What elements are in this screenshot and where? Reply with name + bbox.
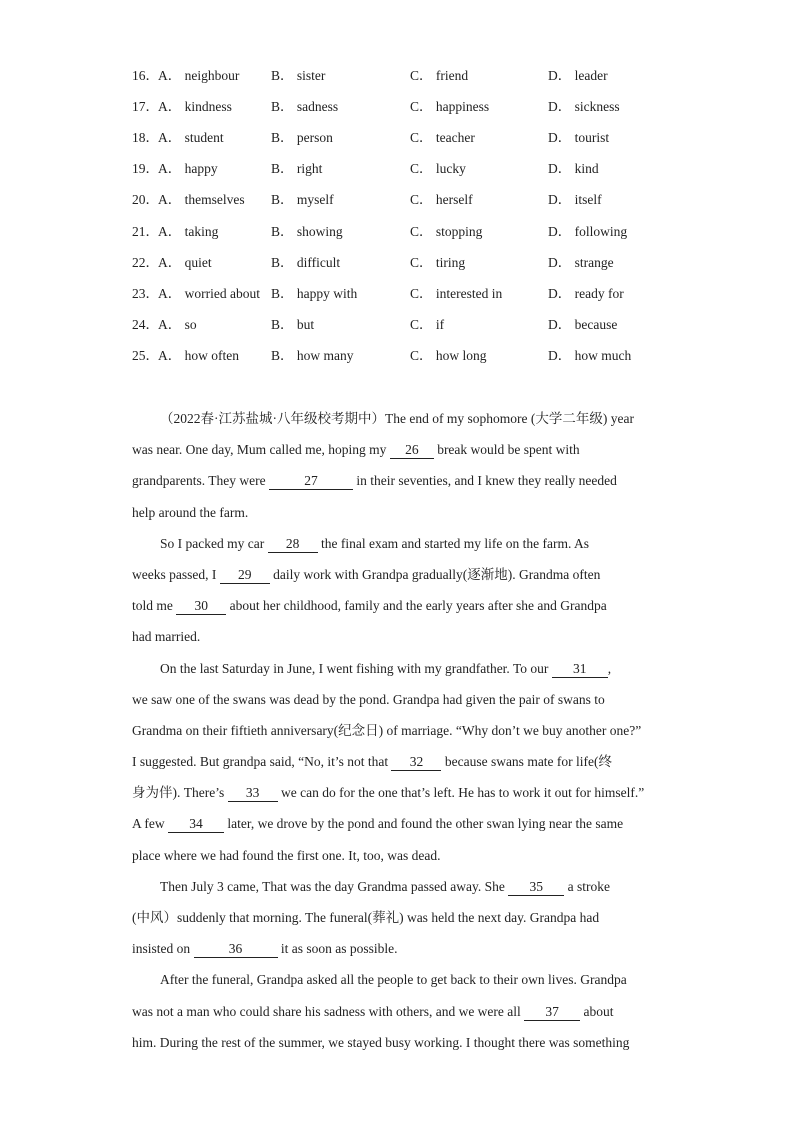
option-d: D． how much <box>548 348 632 363</box>
passage-text: After the funeral, Grandpa asked all the people to get back to their own lives. Grandpa <box>160 972 627 988</box>
passage-line <box>132 720 672 751</box>
question-number: 25． <box>132 348 159 363</box>
passage-line <box>132 564 672 595</box>
blank-37: 37 <box>524 1004 580 1021</box>
passage-text: it as soon as possible. <box>277 941 398 957</box>
option-b: B． difficult <box>271 255 341 270</box>
option-c: C． happiness <box>410 99 490 114</box>
option-b: B． how many <box>271 348 354 363</box>
option-b: B． right <box>271 161 323 176</box>
passage-line <box>132 470 672 501</box>
option-d: D． strange <box>548 255 614 270</box>
passage-text: in their seventies, and I knew they really needed <box>352 473 617 489</box>
question-number: 21． <box>132 224 159 239</box>
option-a: A． kindness <box>158 99 232 114</box>
option-c: C． lucky <box>410 161 466 176</box>
passage-text: grandparents. They were <box>132 473 269 489</box>
passage-text: the final exam and started my life on the farm. As <box>317 535 590 551</box>
passage-line <box>132 813 672 844</box>
question-number: 16． <box>132 68 159 83</box>
passage-text: help around the farm. <box>132 504 249 520</box>
option-b: B． showing <box>271 224 343 239</box>
option-c: C． stopping <box>410 224 483 239</box>
cloze-passage <box>132 408 672 1063</box>
question-number: 18． <box>132 130 159 145</box>
option-c: C． herself <box>410 192 473 207</box>
blank-31: 31 <box>552 661 608 678</box>
option-d: D． kind <box>548 161 599 176</box>
passage-line <box>132 408 672 439</box>
passage-line <box>132 907 672 938</box>
passage-text: daily work with Grandpa gradually(逐渐地). Grandma often <box>269 566 601 582</box>
passage-text: Then July 3 came, That was the day Grandma passed away. She <box>160 878 509 894</box>
option-a: A． so <box>158 317 197 332</box>
passage-text: So I packed my car <box>160 535 268 551</box>
passage-line <box>132 533 672 564</box>
option-a: A． quiet <box>158 255 212 270</box>
passage-line <box>132 845 672 876</box>
question-number: 23． <box>132 286 159 301</box>
option-b: B． happy with <box>271 286 358 301</box>
option-b: B． person <box>271 130 333 145</box>
option-a: A． neighbour <box>158 68 240 83</box>
option-b: B． but <box>271 317 315 332</box>
passage-line <box>132 969 672 1000</box>
passage-text: The end of my sophomore (大学二年级) year <box>385 411 634 426</box>
question-number: 22． <box>132 255 159 270</box>
option-d: D． tourist <box>548 130 610 145</box>
passage-text: Grandma on their fiftieth anniversary(纪念日) of marriage. “Why don’t we buy another one?” <box>132 722 642 738</box>
passage-text: weeks passed, I <box>132 566 220 582</box>
blank-30: 30 <box>176 598 226 615</box>
passage-line <box>132 1001 672 1032</box>
passage-line <box>132 782 672 813</box>
option-c: C． teacher <box>410 130 475 145</box>
option-a: A． taking <box>158 224 219 239</box>
question-number: 17． <box>132 99 159 114</box>
option-b: B． sister <box>271 68 326 83</box>
option-a: A． happy <box>158 161 218 176</box>
passage-text: On the last Saturday in June, I went fishing with my grandfather. To our <box>160 660 552 676</box>
blank-32: 32 <box>391 754 441 771</box>
passage-text: because swans mate for life(终 <box>441 754 613 770</box>
passage-line <box>132 439 672 470</box>
option-b: B． myself <box>271 192 334 207</box>
passage-line <box>132 658 672 689</box>
option-a: A． student <box>158 130 224 145</box>
option-d: D． ready for <box>548 286 624 301</box>
option-c: C． tiring <box>410 255 466 270</box>
option-c: C． if <box>410 317 445 332</box>
passage-line <box>132 938 672 969</box>
passage-line <box>132 626 672 657</box>
passage-line <box>132 1032 672 1063</box>
passage-text: told me <box>132 598 177 614</box>
passage-text: we saw one of the swans was dead by the pond. Grandpa had given the pair of swans to <box>132 691 605 707</box>
passage-text: (中风）suddenly that morning. The funeral(葬礼) was held the next day. Grandpa had <box>132 910 600 925</box>
option-b: B． sadness <box>271 99 339 114</box>
passage-text: insisted on <box>132 941 194 957</box>
passage-line <box>132 595 672 626</box>
passage-text: we can do for the one that’s left. He has to work it out for himself.” <box>277 785 645 801</box>
passage-text: had married. <box>132 629 201 645</box>
passage-text: break would be spent with <box>433 442 580 458</box>
blank-28: 28 <box>268 536 318 553</box>
passage-line <box>132 689 672 720</box>
option-d: D． following <box>548 224 628 239</box>
passage-line <box>132 751 672 782</box>
option-d: D． leader <box>548 68 608 83</box>
blank-33: 33 <box>228 785 278 802</box>
passage-text: him. During the rest of the summer, we stayed busy working. I thought there was something <box>132 1034 630 1050</box>
option-a: A． themselves <box>158 192 245 207</box>
passage-text: later, we drove by the pond and found the other swan lying near the same <box>224 816 624 832</box>
question-number: 20． <box>132 192 159 207</box>
blank-35: 35 <box>508 879 564 896</box>
option-a: A． how often <box>158 348 239 363</box>
passage-text: 身为伴). There’s <box>132 785 228 801</box>
option-c: C． friend <box>410 68 469 83</box>
passage-text: , <box>607 660 612 676</box>
passage-text: about <box>580 1003 614 1019</box>
passage-text: was near. One day, Mum called me, hoping my <box>132 442 390 458</box>
passage-text: a stroke <box>564 878 611 894</box>
blank-27: 27 <box>269 473 353 490</box>
option-d: D． because <box>548 317 618 332</box>
blank-29: 29 <box>220 567 270 584</box>
passage-text: place where we had found the first one. It, too, was dead. <box>132 847 441 863</box>
option-d: D． sickness <box>548 99 620 114</box>
blank-26: 26 <box>390 442 434 459</box>
question-number: 24． <box>132 317 159 332</box>
option-c: C． how long <box>410 348 487 363</box>
passage-text: I suggested. But grandpa said, “No, it’s not that <box>132 754 392 770</box>
question-number: 19． <box>132 161 159 176</box>
option-d: D． itself <box>548 192 602 207</box>
passage-line <box>132 502 672 533</box>
source-label: （2022春·江苏盐城·八年级校考期中） <box>160 411 385 426</box>
blank-36: 36 <box>194 941 278 958</box>
option-c: C． interested in <box>410 286 503 301</box>
passage-text: was not a man who could share his sadness with others, and we were all <box>132 1003 525 1019</box>
option-a: A． worried about <box>158 286 260 301</box>
blank-34: 34 <box>168 816 224 833</box>
passage-line <box>132 876 672 907</box>
passage-text: A few <box>132 816 168 832</box>
passage-text: about her childhood, family and the early years after she and Grandpa <box>226 598 607 614</box>
